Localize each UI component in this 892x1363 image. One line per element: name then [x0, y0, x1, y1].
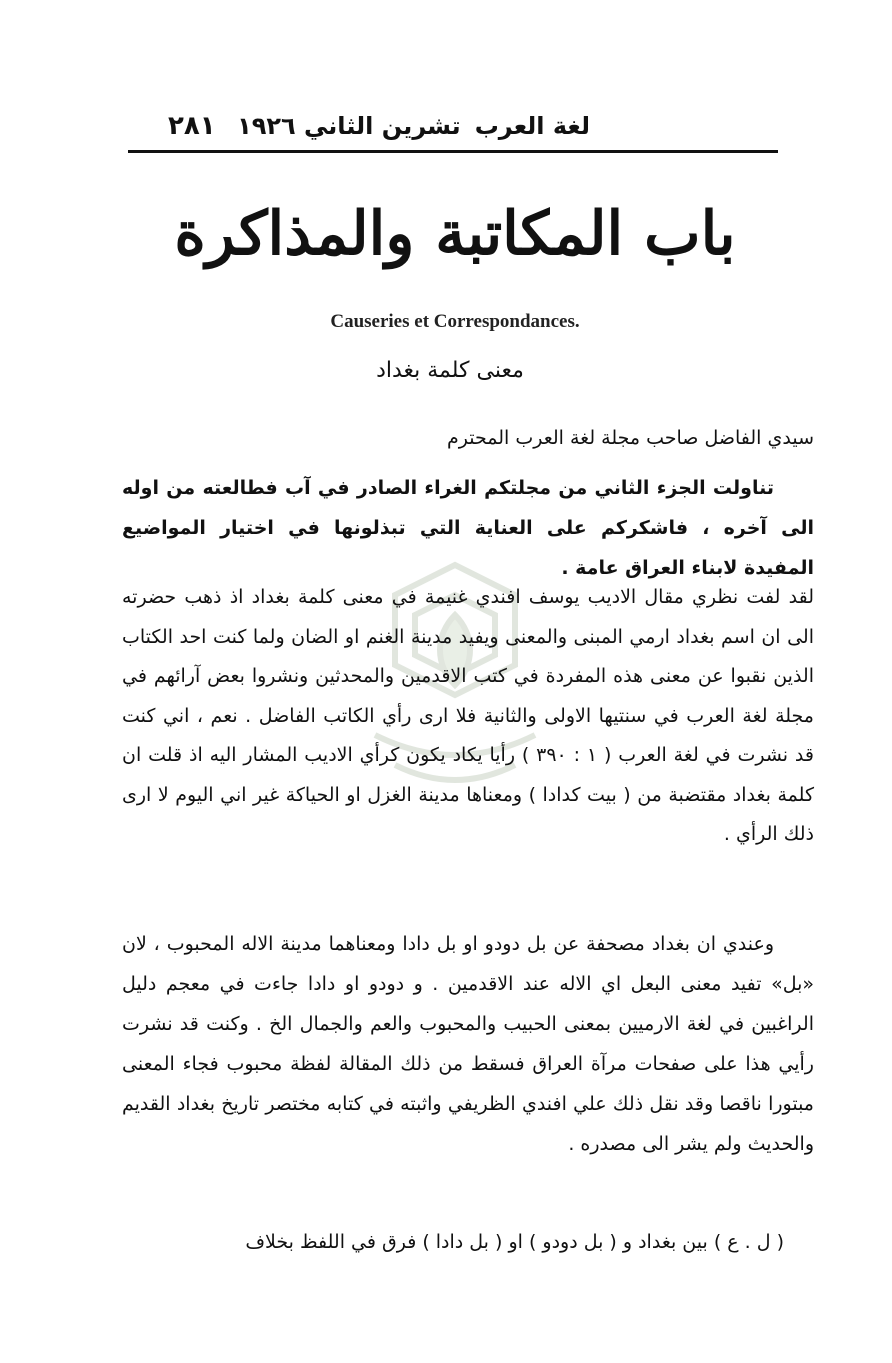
paragraph-4: ( ل . ع ) بين بغداد و ( بل دودو ) او ( بل دادا ) فرق في اللفظ بخلاف	[245, 1231, 784, 1253]
paragraph-1: تناولت الجزء الثاني من مجلتكم الغراء الصادر في آب فطالعته من اوله الى آخره ، فاشكركم على العناية التي تبذلونها في اختيار المواضيع المفيدة لابناء العراق عامة .	[122, 477, 814, 579]
section-title: باب المكاتبة والمذاكرة	[174, 199, 736, 269]
header-divider	[128, 150, 778, 153]
issue-date: تشرين الثاني ١٩٢٦	[237, 112, 461, 140]
journal-name: لغة العرب	[474, 112, 590, 140]
paragraph-3: وعندي ان بغداد مصحفة عن بل دودو او بل دادا ومعناهما مدينة الاله المحبوب ، لان «بل» تفيد معنى البعل اي الاله عند الاقدمين . و دودو او دادا جاءت في معجم دليل الراغبين في لغة الارميين بمعنى الحبيب والمحبوب والعم والجمال الخ . وكنت قد نشرت رأيي هذا على صفحات مرآة العراق فسقط من ذلك المقالة لفظة محبوب فجاء المعنى مبتورا ناقصا وقد نقل ذلك علي افندي الظريفي واثبته في كتابه مختصر تاريخ بغداد القديم والحديث ولم يشر الى مصدره .	[122, 933, 814, 1155]
paragraph-2: لقد لفت نظري مقال الاديب يوسف افندي غنيمة في معنى كلمة بغداد اذ ذهب حضرته الى ان اسم بغداد ارمي المبنى والمعنى ويفيد مدينة الغنم او الضان ولما كنت احد الكتاب الذين نقبوا عن معنى هذه المفردة في كتب الاقدمين والمحدثين ونشروا بعض آرائهم في مجلة لغة العرب في سنتيها الاولى والثانية فلا ارى رأي الكاتب الفاضل . نعم ، اني كنت قد نشرت في لغة العرب ( ١ : ٣٩٠ ) رأيا يكاد يكون كرأي الاديب المشار اليه اذ قلت ان كلمة بغداد مقتضبة من ( بيت كدادا ) ومعناها مدينة الغزل او الحياكة غير اني اليوم لا ارى ذلك الرأي .	[122, 586, 814, 845]
section-subtitle: Causeries et Correspondances.	[330, 311, 580, 332]
article-title: معنى كلمة بغداد	[376, 358, 524, 383]
salutation: سيدي الفاضل صاحب مجلة لغة العرب المحترم	[446, 427, 814, 449]
page-number: ٢٨١	[168, 111, 216, 141]
running-head	[160, 104, 590, 148]
